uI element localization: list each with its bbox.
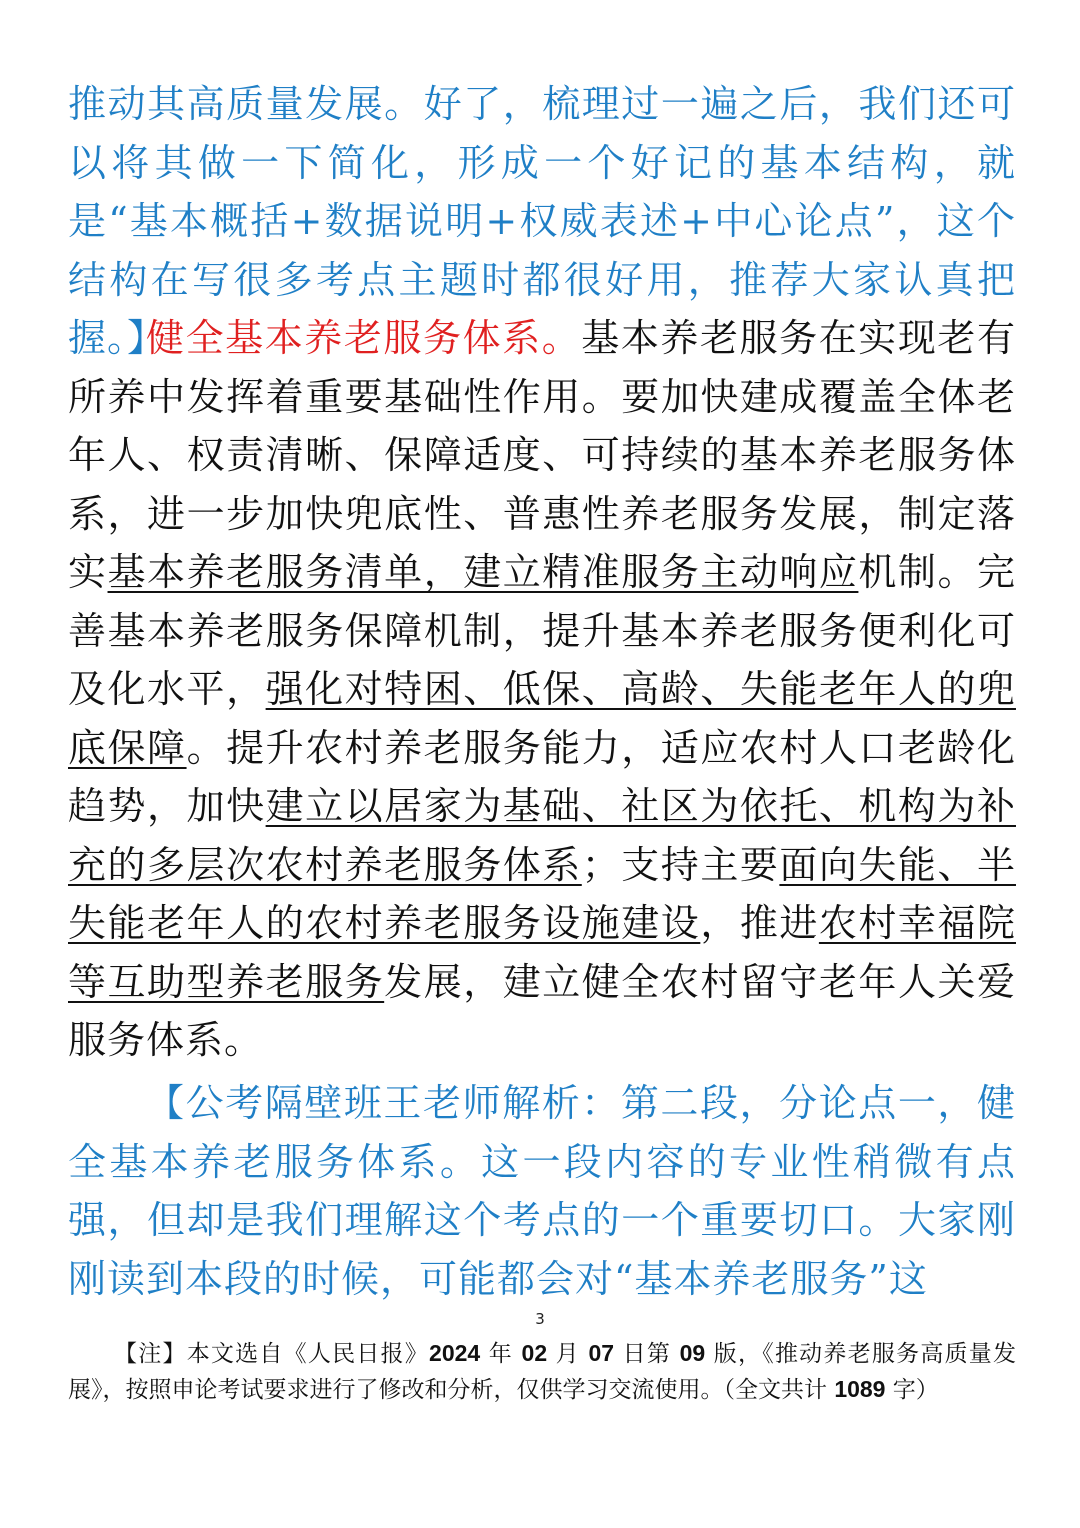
page-number: 3 <box>535 1310 545 1328</box>
body-text-2: 机制。完善基本养老服务保障机制，提升基本养老服务便利化可及化水平， <box>68 550 1016 711</box>
underlined-phrase-1: 基本养老服务清单，建立精准服务主动响应 <box>107 550 859 594</box>
footnote-text-5: 版，《推动养老服务高质量发展》，按照申论考试要求进行了修改和分析，仅供学习交流使用。（全文共计 <box>68 1341 1017 1403</box>
footnote-text-3: 月 <box>547 1341 589 1367</box>
footnote-year: 2024 <box>429 1340 481 1366</box>
footnote-text-1: 【注】本文选自《人民日报》 <box>114 1341 430 1367</box>
footnote-month: 02 <box>521 1340 548 1366</box>
footnote-day: 07 <box>588 1340 615 1366</box>
analysis-paragraph-continued: 推动其高质量发展。好了，梳理过一遍之后，我们还可以将其做一下简化，形成一个好记的基本结构，就是“基本概括+数据说明+权威表述+中心论点”，这个结构在写很多考点主题时都很好用，推荐大家认真把握。】 <box>68 82 1016 360</box>
body-paragraph <box>68 309 1016 1070</box>
underlined-phrase-4: 面向失能、半失能老年人的农村养老服务设施建设 <box>68 842 1016 945</box>
body-text-4: ；支持主要 <box>581 842 780 887</box>
underlined-phrase-2: 强化对特困、低保、高龄、失能老年人的兜底保障 <box>68 667 1016 770</box>
body-text-1: 基本养老服务在实现老有所养中发挥着重要基础性作用。要加快建成覆盖全体老年人、权责清晰、保障适度、可持续的基本养老服务体系，进一步加快兜底性、普惠性养老服务发展，制定落实 <box>68 316 1016 594</box>
underlined-phrase-5: 农村幸福院等互助型养老服务 <box>68 901 1016 1004</box>
section-heading: 健全基本养老服务体系。 <box>146 316 582 360</box>
footnote-count: 1089 <box>834 1376 886 1402</box>
footnote <box>68 1336 1016 1408</box>
analysis-paragraph: 【公考隔壁班王老师解析：第二段，分论点一，健全基本养老服务体系。这一段内容的专业性稍微有点强，但却是我们理解这个考点的一个重要切口。大家刚刚读到本段的时候，可能都会对“基本养老服务”这 <box>68 1081 1016 1301</box>
underlined-phrase-3: 建立以居家为基础、社区为依托、机构为补充的多层次农村养老服务体系 <box>68 784 1016 887</box>
footnote-text-4: 日第 <box>614 1341 680 1367</box>
body-text-3: 。提升农村养老服务能力，适应农村人口老龄化趋势，加快 <box>68 725 1016 828</box>
footnote-text-6: 字） <box>885 1377 939 1403</box>
footnote-text-2: 年 <box>480 1341 522 1367</box>
body-text-5: ，推进 <box>700 901 819 945</box>
footnote-edition: 09 <box>679 1340 706 1366</box>
body-text-6: 发展，建立健全农村留守老年人关爱服务体系。 <box>68 959 1016 1062</box>
